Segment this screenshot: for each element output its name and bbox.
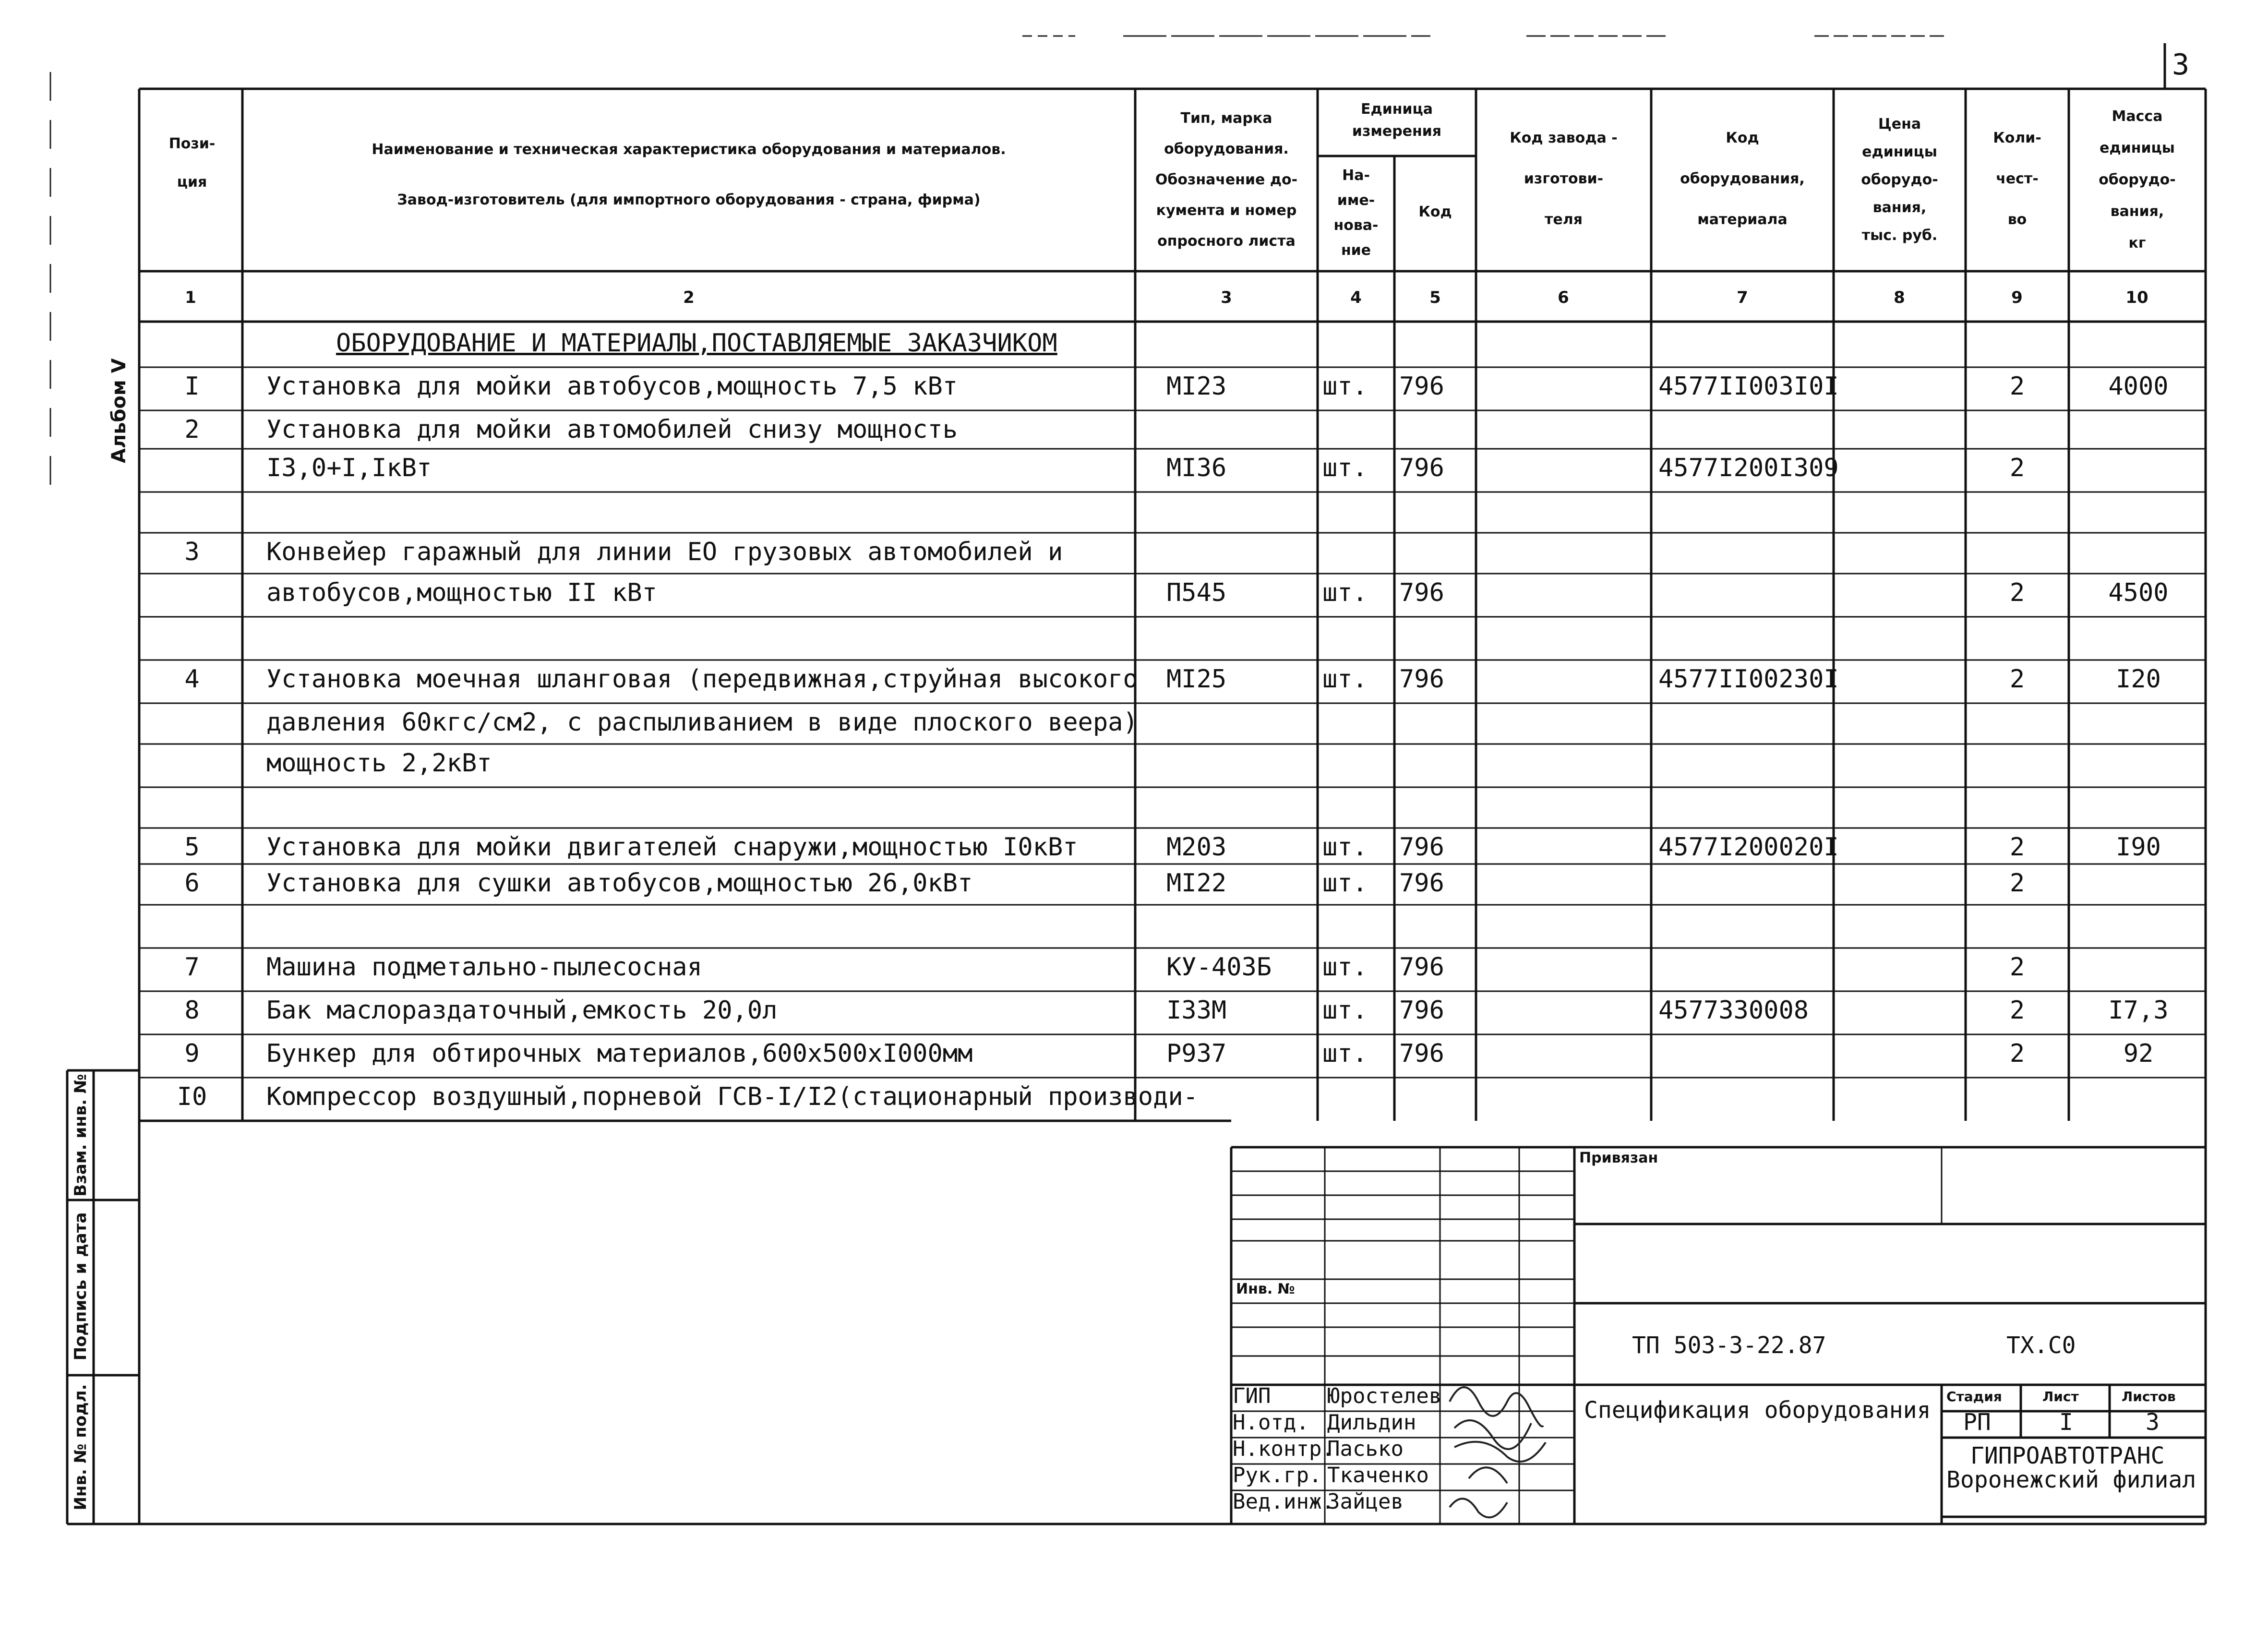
row-type: Р937 bbox=[1166, 1039, 1227, 1068]
row-quantity: 2 bbox=[2009, 578, 2025, 607]
column-number: 9 bbox=[2011, 288, 2023, 307]
row-mass: I7,3 bbox=[2108, 996, 2169, 1025]
row-unit: шт. bbox=[1322, 833, 1368, 862]
header-col2-line2: Завод-изготовитель (для импортного оборудования - страна, фирма) bbox=[397, 192, 981, 208]
row-code: 796 bbox=[1399, 372, 1444, 401]
margin-podpis-data: Подпись и дата bbox=[71, 1212, 90, 1361]
column-number: 8 bbox=[1894, 288, 1905, 307]
column-number: 7 bbox=[1737, 288, 1748, 307]
signature-name: Пасько bbox=[1327, 1437, 1404, 1461]
header-unit-group: Единица измерения bbox=[1352, 101, 1442, 140]
signature-role: Н.контр. bbox=[1233, 1437, 1334, 1461]
header-col7: Код оборудования, материала bbox=[1680, 130, 1805, 228]
row-quantity: 2 bbox=[2009, 953, 2025, 982]
row-name: автобусов,мощностью II кВт bbox=[266, 578, 657, 607]
row-code: 796 bbox=[1399, 996, 1444, 1025]
row-code: 796 bbox=[1399, 665, 1444, 694]
sheet-label: Лист bbox=[2042, 1389, 2079, 1404]
row-name: мощность 2,2кВт bbox=[266, 749, 492, 778]
row-unit: шт. bbox=[1322, 454, 1368, 482]
sheets-value: 3 bbox=[2146, 1409, 2160, 1436]
row-code: 796 bbox=[1399, 833, 1444, 862]
row-name: Установка для мойки двигателей снаружи,мощностью I0кВт bbox=[266, 833, 1078, 862]
row-name: Машина подметально-пылесосная bbox=[266, 953, 702, 982]
org-line1: ГИПРОАВТОТРАНС bbox=[1970, 1442, 2165, 1469]
signature-name: Зайцев bbox=[1327, 1489, 1404, 1514]
row-name: Установка моечная шланговая (передвижная,струйная высокого bbox=[266, 665, 1138, 694]
bound-label: Привязан bbox=[1579, 1150, 1658, 1166]
row-code: 796 bbox=[1399, 869, 1444, 898]
row-unit: шт. bbox=[1322, 578, 1368, 607]
row-code: 796 bbox=[1399, 578, 1444, 607]
row-name: Установка для сушки автобусов,мощностью 26,0кВт bbox=[266, 869, 973, 898]
sheet-number: 3 bbox=[2172, 48, 2190, 82]
row-equipment-code: 4577II00230I bbox=[1658, 665, 1839, 694]
header-col1: Пози- ция bbox=[168, 135, 216, 191]
row-name: Конвейер гаражный для линии ЕО грузовых автомобилей и bbox=[266, 538, 1063, 566]
signature-role: Вед.инж. bbox=[1233, 1489, 1334, 1514]
signature-name: Дильдин bbox=[1327, 1410, 1416, 1435]
row-name: Бак маслораздаточный,емкость 20,0л bbox=[266, 996, 778, 1025]
row-position: 2 bbox=[184, 415, 200, 444]
row-position: 7 bbox=[184, 953, 200, 982]
row-mass: 4000 bbox=[2108, 372, 2169, 401]
column-number: 2 bbox=[683, 288, 695, 307]
row-type: МI23 bbox=[1166, 372, 1227, 401]
row-name: Установка для мойки автобусов,мощность 7,5 кВт bbox=[266, 372, 958, 401]
stage-label: Стадия bbox=[1946, 1389, 2002, 1404]
column-number: 4 bbox=[1350, 288, 1362, 307]
row-equipment-code: 4577I200I309 bbox=[1658, 454, 1839, 482]
signature-role: ГИП bbox=[1233, 1384, 1271, 1408]
row-mass: I20 bbox=[2116, 665, 2161, 694]
row-equipment-code: 4577II003I0I bbox=[1658, 372, 1839, 401]
row-equipment-code: 4577I200020I bbox=[1658, 833, 1839, 862]
row-type: КУ-403Б bbox=[1166, 953, 1272, 982]
row-quantity: 2 bbox=[2009, 372, 2025, 401]
row-position: 6 bbox=[184, 869, 200, 898]
doc-code: ТП 503-3-22.87 bbox=[1632, 1332, 1826, 1359]
row-unit: шт. bbox=[1322, 869, 1368, 898]
row-type: МI22 bbox=[1166, 869, 1227, 898]
column-number: 10 bbox=[2125, 288, 2148, 307]
row-name: Установка для мойки автомобилей снизу мощность bbox=[266, 415, 958, 444]
stage-value: РП bbox=[1963, 1409, 1991, 1436]
row-name: давления 60кгс/см2, с распыливанием в виде плоского веера) bbox=[266, 708, 1138, 737]
header-col5: Код bbox=[1418, 204, 1452, 220]
row-quantity: 2 bbox=[2009, 996, 2025, 1025]
margin-inv-podl: Инв. № подл. bbox=[71, 1384, 90, 1511]
row-type: МI36 bbox=[1166, 454, 1227, 482]
doc-title: Спецификация оборудования bbox=[1584, 1397, 1931, 1424]
signature-name: Юростелев bbox=[1327, 1384, 1442, 1408]
row-type: МI25 bbox=[1166, 665, 1227, 694]
row-quantity: 2 bbox=[2009, 665, 2025, 694]
header-col8: Цена единицы оборудо- вания, тыс. руб. bbox=[1861, 116, 1938, 244]
row-unit: шт. bbox=[1322, 372, 1368, 401]
row-unit: шт. bbox=[1322, 1039, 1368, 1068]
column-number: 5 bbox=[1429, 288, 1441, 307]
org-line2: Воронежский филиал bbox=[1946, 1466, 2196, 1493]
row-name: I3,0+I,IкВт bbox=[266, 454, 432, 482]
row-position: I bbox=[184, 372, 200, 401]
row-unit: шт. bbox=[1322, 665, 1368, 694]
header-col3: Тип, марка оборудования. Обозначение до- кумента и номер опросного листа bbox=[1155, 110, 1298, 250]
row-position: 3 bbox=[184, 538, 200, 566]
signature-role: Рук.гр. bbox=[1233, 1463, 1322, 1488]
header-col9: Коли- чест- во bbox=[1993, 130, 2041, 228]
signature-name: Ткаченко bbox=[1327, 1463, 1429, 1488]
row-quantity: 2 bbox=[2009, 833, 2025, 862]
row-code: 796 bbox=[1399, 454, 1444, 482]
inv-label: Инв. № bbox=[1236, 1281, 1295, 1297]
row-position: 5 bbox=[184, 833, 200, 862]
row-code: 796 bbox=[1399, 953, 1444, 982]
header-col4: На- име- нова- ние bbox=[1333, 167, 1379, 259]
row-quantity: 2 bbox=[2009, 454, 2025, 482]
row-unit: шт. bbox=[1322, 996, 1368, 1025]
doc-mark: ТХ.С0 bbox=[2006, 1332, 2076, 1359]
header-col6: Код завода - изготови- теля bbox=[1510, 130, 1618, 228]
signatures-scribble bbox=[1450, 1387, 1546, 1517]
row-mass: 92 bbox=[2123, 1039, 2154, 1068]
row-equipment-code: 4577330008 bbox=[1658, 996, 1809, 1025]
row-name: Бункер для обтирочных материалов,600х500хI000мм bbox=[266, 1039, 973, 1068]
header-col2-line1: Наименование и техническая характеристика оборудования и материалов. bbox=[372, 141, 1006, 158]
row-position: 8 bbox=[184, 996, 200, 1025]
row-code: 796 bbox=[1399, 1039, 1444, 1068]
section-title: ОБОРУДОВАНИЕ И МАТЕРИАЛЫ,ПОСТАВЛЯЕМЫЕ ЗАКАЗЧИКОМ bbox=[336, 329, 1057, 358]
row-position: 4 bbox=[184, 665, 200, 694]
column-number: 1 bbox=[185, 288, 196, 307]
row-quantity: 2 bbox=[2009, 869, 2025, 898]
header-col10: Масса единицы оборудо- вания, кг bbox=[2099, 108, 2176, 252]
column-number: 3 bbox=[1221, 288, 1232, 307]
album-label: Альбом V bbox=[108, 358, 130, 463]
margin-vzam-inv: Взам. инв. № bbox=[71, 1074, 90, 1197]
row-type: П545 bbox=[1166, 578, 1227, 607]
column-number: 6 bbox=[1558, 288, 1569, 307]
row-unit: шт. bbox=[1322, 953, 1368, 982]
row-mass: I90 bbox=[2116, 833, 2161, 862]
signature-role: Н.отд. bbox=[1233, 1410, 1309, 1435]
row-mass: 4500 bbox=[2108, 578, 2169, 607]
row-quantity: 2 bbox=[2009, 1039, 2025, 1068]
row-name: Компрессор воздушный,порневой ГСВ-I/I2(стационарный производи- bbox=[266, 1082, 1199, 1111]
row-position: 9 bbox=[184, 1039, 200, 1068]
sheet-value: I bbox=[2059, 1409, 2073, 1436]
sheets-label: Листов bbox=[2122, 1389, 2176, 1404]
row-type: I33М bbox=[1166, 996, 1227, 1025]
row-type: М203 bbox=[1166, 833, 1227, 862]
row-position: I0 bbox=[177, 1082, 207, 1111]
